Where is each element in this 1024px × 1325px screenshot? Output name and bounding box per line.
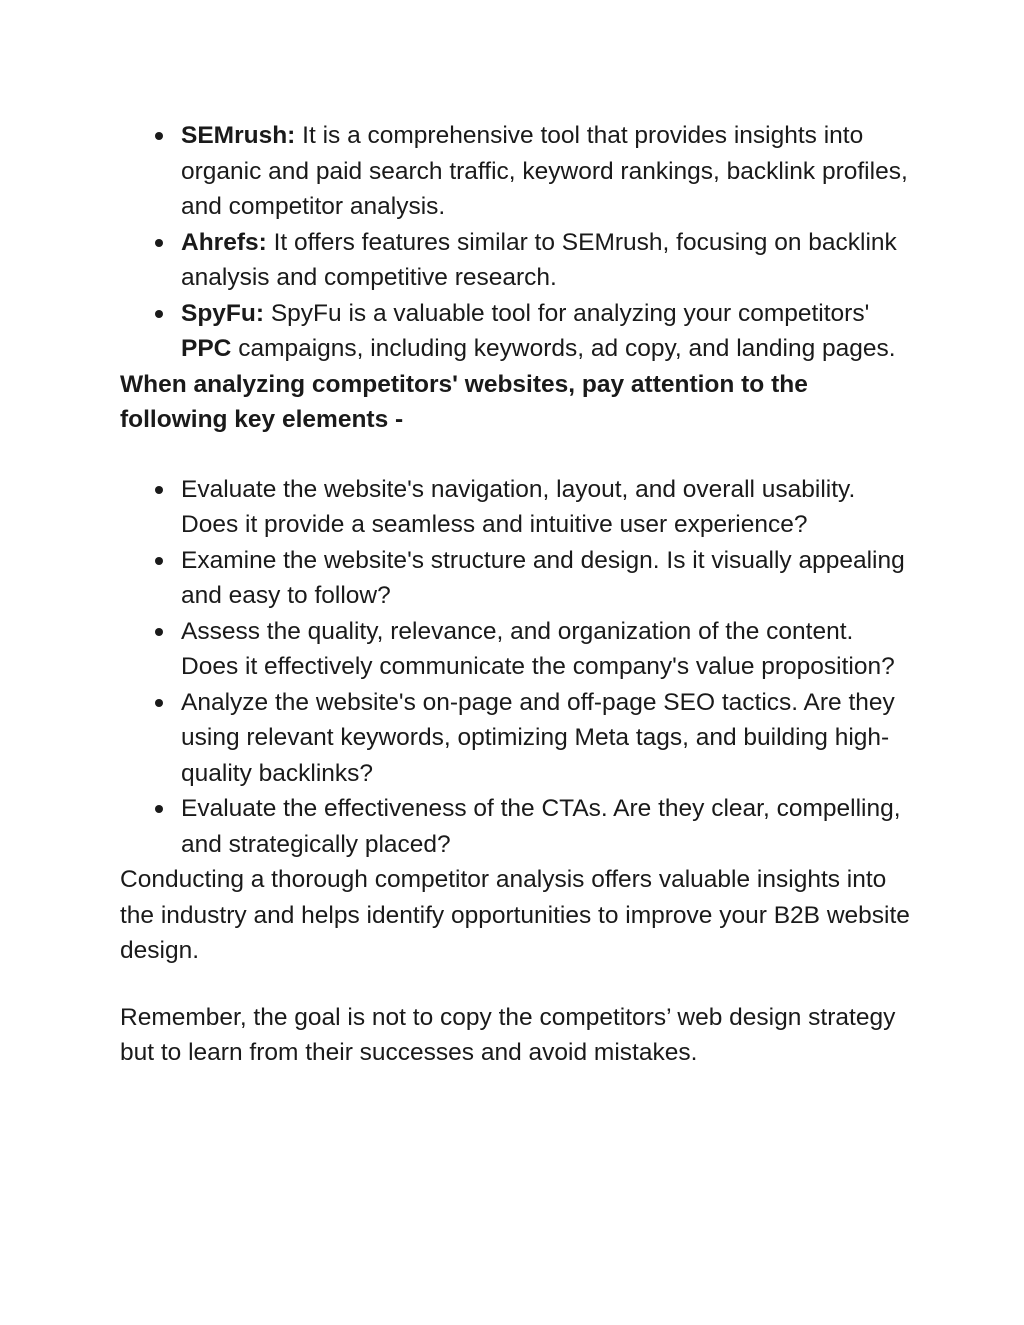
tools-list: [120, 118, 910, 367]
key-elements-list: [120, 472, 910, 863]
list-item: Evaluate the effectiveness of the CTAs. Are they clear, compelling, and strategically placed?: [120, 791, 910, 862]
tool-name: Ahrefs:: [181, 228, 267, 256]
tool-description: SpyFu is a valuable tool for analyzing your competitors': [264, 299, 870, 327]
list-item: Analyze the website's on-page and off-page SEO tactics. Are they using relevant keywords, optimizing Meta tags, and building high-quality backlinks?: [120, 685, 910, 792]
list-item: Examine the website's structure and design. Is it visually appealing and easy to follow?: [120, 543, 910, 614]
list-item-spyfu: [120, 296, 910, 367]
list-item: Assess the quality, relevance, and organization of the content. Does it effectively communicate the company's value proposition?: [120, 614, 910, 685]
tool-description: It offers features similar to SEMrush, focusing on backlink analysis and competitive research.: [181, 228, 897, 291]
tool-name: SEMrush:: [181, 122, 296, 149]
list-item-semrush: [120, 118, 910, 225]
document-page: [120, 118, 910, 1071]
tool-name: SpyFu:: [181, 299, 265, 327]
tool-description: It is a comprehensive tool that provides insights into organic and paid search traffic, keyword rankings, backlink profiles, and competitor analysis.: [181, 122, 908, 220]
section-heading: When analyzing competitors' websites, pay attention to the following key elements -: [120, 370, 808, 433]
paragraph-reminder: Remember, the goal is not to copy the competitors’ web design strategy but to learn from their successes and avoid mistakes.: [120, 1003, 896, 1066]
tool-description-continued: campaigns, including keywords, ad copy, and landing pages.: [231, 335, 896, 362]
list-item-ahrefs: [120, 225, 910, 296]
paragraph-conclusion: Conducting a thorough competitor analysis offers valuable insights into the industry and helps identify opportunities to improve your B2B website design.: [120, 866, 910, 964]
list-item: Evaluate the website's navigation, layout, and overall usability. Does it provide a seamless and intuitive user experience?: [120, 472, 910, 543]
ppc-term: PPC: [181, 335, 232, 362]
